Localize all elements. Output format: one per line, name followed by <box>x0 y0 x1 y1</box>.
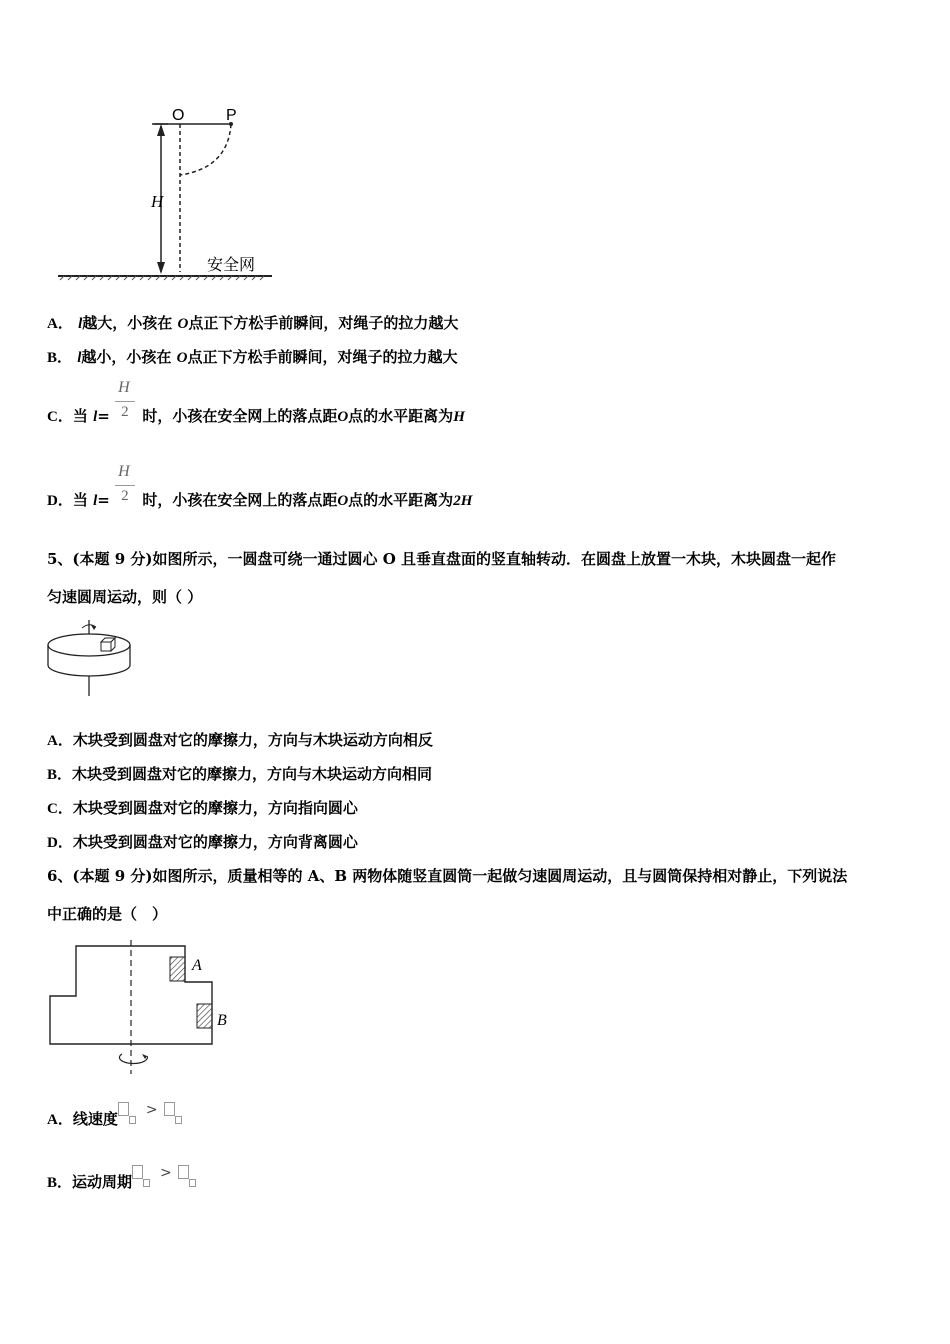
q6-option-b: B．运动周期 > <box>47 1171 200 1192</box>
q5-option-d: D．木块受到圆盘对它的摩擦力，方向背离圆心 <box>47 833 358 851</box>
fraction-h-over-2: $\frac{H}{2}$ <box>115 491 137 511</box>
disk-figure <box>44 618 139 700</box>
q4-option-d: D．当 l= $\frac{H}{2}$ 时，小孩在安全网上的落点距O点的水平距离为2H <box>47 463 473 509</box>
label-o: O <box>172 107 185 124</box>
label-a: A <box>192 957 202 974</box>
q5-option-a: A．木块受到圆盘对它的摩擦力，方向与木块运动方向相反 <box>47 731 433 749</box>
q6-stem-line1: 6、(本题 9 分)如图所示，质量相等的 A、B 两物体随竖直圆筒一起做匀速圆周运动，且与圆筒保持相对静止，下列说法 <box>47 867 848 885</box>
label-b: B <box>217 1012 227 1029</box>
pendulum-figure <box>50 100 280 285</box>
q5-option-b: B．木块受到圆盘对它的摩擦力，方向与木块运动方向相同 <box>47 765 433 783</box>
label-p: P <box>226 107 237 124</box>
q4-option-b: B． l越小，小孩在 O点正下方松手前瞬间，对绳子的拉力越大 <box>47 348 458 366</box>
cylinder-figure <box>44 938 244 1078</box>
label-h: H <box>151 192 164 211</box>
fraction-h-over-2: $\frac{H}{2}$ <box>115 407 137 427</box>
label-net: 安全网 <box>207 255 256 274</box>
q6-option-a: A．线速度 > <box>47 1108 186 1129</box>
q5-stem-line1: 5、(本题 9 分)如图所示，一圆盘可绕一通过圆心 O 且垂直盘面的竖直轴转动．在圆盘上放置一木块，木块圆盘一起作 <box>47 550 837 568</box>
q4-option-a: A． l越大，小孩在 O点正下方松手前瞬间，对绳子的拉力越大 <box>47 314 459 332</box>
q6-stem-line2: 中正确的是（ ） <box>47 905 168 923</box>
q5-stem-line2: 匀速圆周运动，则（ ） <box>47 588 203 606</box>
q4-option-c: C．当 l= $\frac{H}{2}$ 时，小孩在安全网上的落点距O点的水平距离为H <box>47 379 465 425</box>
q5-option-c: C．木块受到圆盘对它的摩擦力，方向指向圆心 <box>47 799 358 817</box>
